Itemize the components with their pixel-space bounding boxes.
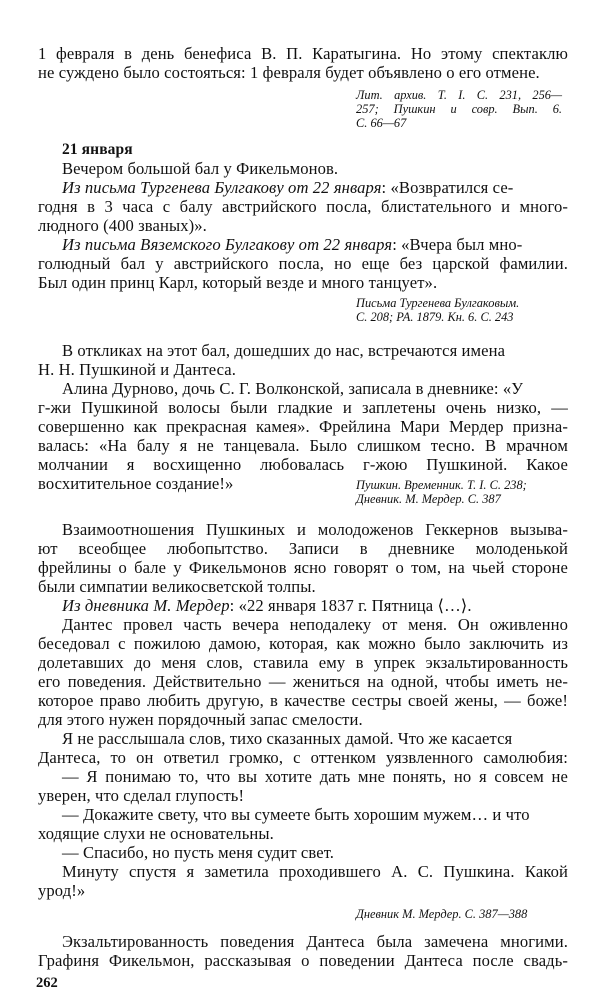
text-line: валась: «На балу я не танцевала. Было слишком тесно. В мрачном — [38, 436, 568, 455]
dialogue-line: ходящие слухи не основательны. — [38, 824, 274, 843]
source-reference: С. 208; РА. 1879. Кн. 6. С. 243 — [356, 310, 514, 324]
source-reference: Письма Тургенева Булгаковым. — [356, 296, 520, 310]
text-line: Экзальтированность поведения Дантеса была замечена многими. — [62, 932, 568, 951]
source-reference: Лит. архив. Т. I. С. 231, 256— — [356, 88, 562, 102]
letter-heading: Из письма Тургенева Булгакову от 22 января — [62, 178, 382, 197]
letter-heading: Из письма Вяземского Булгакову от 22 января — [62, 235, 393, 254]
letter-intro-line — [62, 235, 522, 254]
text-line: Был один принц Карл, который везде и много танцует». — [38, 273, 438, 292]
dialogue-line: — Я понимаю то, что вы хотите дать мне понять, но я совсем не — [62, 767, 568, 786]
text-line: Графиня Фикельмон, рассказывая о поведении Дантеса после свадь- — [38, 951, 568, 970]
letter-text: : «Возвратился се- — [381, 178, 514, 197]
source-reference: Пушкин. Временник. Т. I. С. 238; — [356, 478, 527, 492]
text-line: Дантеса, то он ответил громко, с оттенком уязвленного самолюбия: — [38, 748, 568, 767]
text-line: совершенно как прекрасная камея». Фрейлина Мари Мердер призна- — [38, 417, 568, 436]
text-line: ют всеобщее любопытство. Записи в дневнике молоденькой — [38, 539, 568, 558]
letter-intro-line — [62, 178, 513, 197]
text-line: голюдный бал у австрийского посла, но еще без царской фамилии. — [38, 254, 568, 273]
text-line: были симпатии великосветской толпы. — [38, 577, 316, 596]
diary-heading: Из дневника М. Мердер — [62, 596, 230, 615]
text-line: 1 февраля в день бенефиса В. П. Каратыгина. Но этому спектаклю — [38, 44, 568, 63]
text-line: В откликах на этот бал, дошедших до нас, встречаются имена — [62, 341, 506, 360]
source-reference: Дневник М. Мердер. С. 387—388 — [356, 907, 528, 921]
text-line: молчании я восхищенно любовалась г-жою Пушкиной. Какое — [38, 455, 568, 474]
text-line: Вечером большой бал у Фикельмонов. — [62, 159, 339, 178]
text-line: Взаимоотношения Пушкиных и молодоженов Геккернов вызыва- — [62, 520, 568, 539]
text-line: которое право любить другую, в качестве сестры своей жены, — боже! — [38, 691, 568, 710]
text-line: г-жи Пушкиной волосы были гладкие и заплетены очень низко, — — [38, 398, 568, 417]
text-line: урод!» — [38, 881, 86, 900]
date-heading: 21 января — [62, 141, 133, 158]
source-reference: С. 66—67 — [356, 116, 407, 130]
text-line: фрейлины о бале у Фикельмонов ясно говорят о том, на чьей стороне — [38, 558, 568, 577]
text-line: Дантес провел часть вечера неподалеку от меня. Он оживленно — [62, 615, 568, 634]
text-line: беседовал с пожилою дамою, которая, как можно было заключить из — [38, 634, 568, 653]
text-line: Минуту спустя я заметила проходившего А. С. Пушкина. Какой — [62, 862, 568, 881]
text-line: не суждено было состояться: 1 февраля будет объявлено о его отмене. — [38, 63, 540, 82]
text-line: годня в 3 часа с балу австрийского посла, блистательного и много- — [38, 197, 568, 216]
text-line: для этого нужен порядочный запас смелости. — [38, 710, 363, 729]
text-line: долетавших до меня слов, ставила ему в упрек экзальтированность — [38, 653, 568, 672]
text-line: Я не расслышала слов, тихо сказанных дамой. Что же касается — [62, 729, 513, 748]
letter-text: : «Вчера был мно- — [392, 235, 523, 254]
text-line: восхитительное создание!» — [38, 474, 234, 493]
page-number: 262 — [36, 975, 58, 991]
source-reference: Дневник. М. Мердер. С. 387 — [356, 492, 501, 506]
source-reference: 257; Пушкин и совр. Вып. 6. — [356, 102, 562, 116]
dialogue-line: уверен, что сделал глупость! — [38, 786, 245, 805]
diary-intro-line — [62, 596, 472, 615]
text-line: людного (400 званых)». — [38, 216, 207, 235]
diary-text: : «22 января 1837 г. Пятница ⟨…⟩. — [229, 596, 472, 615]
text-line: его поведения. Действительно — жениться на одной, чтобы иметь не- — [38, 672, 568, 691]
dialogue-line: — Докажите свету, что вы сумеете быть хорошим мужем… и что — [62, 805, 530, 824]
text-line: Алина Дурново, дочь С. Г. Волконской, записала в дневнике: «У — [62, 379, 524, 398]
text-line: Н. Н. Пушкиной и Дантеса. — [38, 360, 236, 379]
dialogue-line: — Спасибо, но пусть меня судит свет. — [62, 843, 335, 862]
